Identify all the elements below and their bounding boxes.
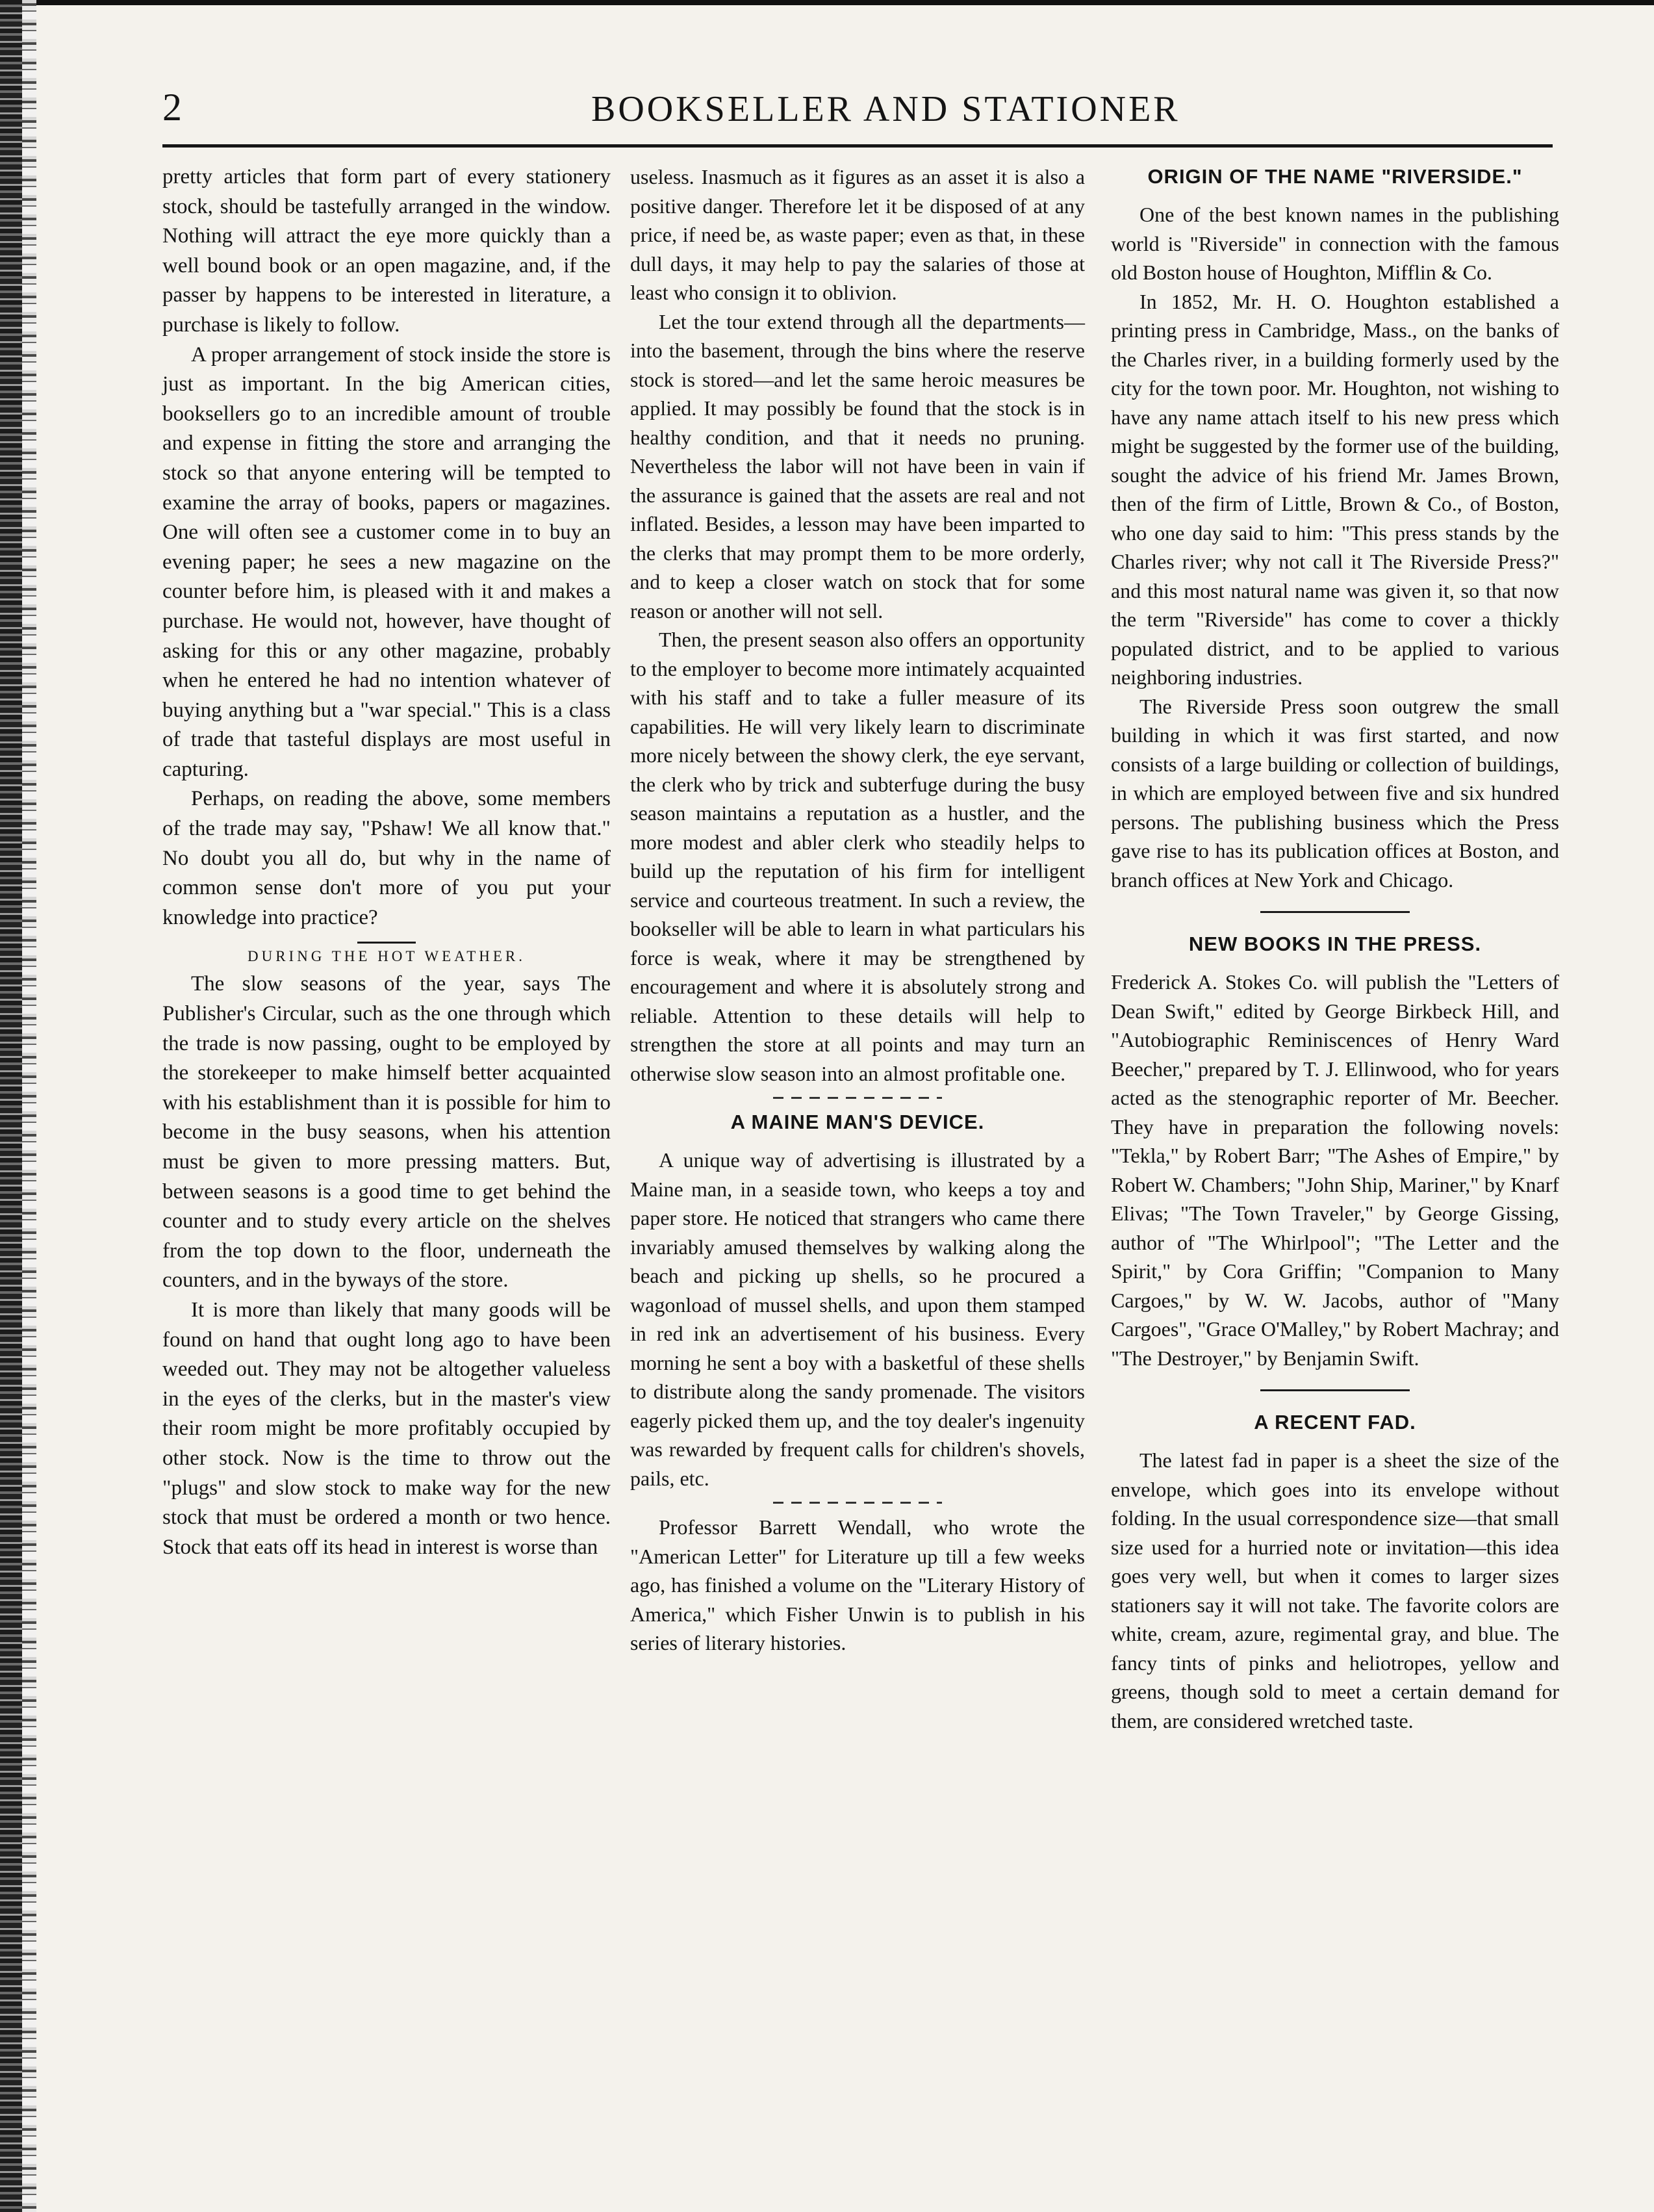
paragraph: useless. Inasmuch as it figures as an asset it is also a positive danger. Therefore let it be disposed of at any price, if need be, as waste paper; even as that, in these dull days, it may help to pay the salaries of those at least who consign it to oblivion. — [630, 165, 1085, 304]
page-number: 2 — [162, 86, 182, 129]
column-2 — [630, 162, 1085, 1658]
paragraph: Then, the present season also offers an opportunity to the employer to become more intimately acquainted with his staff and to take a fuller measure of its capabilities. He will very likely learn to discriminate more nicely between the showy clerk, the eye servant, the clerk who by trick and subterfuge during the busy season maintains a reputation as a hustler, and the more modest and abler clerk who steadily helps to build up the reputation of his firm for intelligent service and courteous treatment. In such a review, the bookseller will be able to learn in what particulars his force is weak, where it may be strengthened by encouragement and where it is absolutely strong and reliable. Attention to these details will help to strengthen the store at all points and may turn an otherwise slow season into an almost profitable one. — [630, 628, 1085, 1085]
section-heading: ORIGIN OF THE NAME "RIVERSIDE." — [1147, 165, 1523, 188]
paragraph: Frederick A. Stokes Co. will publish the "Letters of Dean Swift," edited by George Birkbeck Hill, and "Autobiographic Reminiscences of Henry Ward Beecher," prepared by T. J. Ellinwood, who for years acted as the stenographic reporter of Mr. Beecher. They have in preparation the following novels: "Tekla," by Robert Barr; "The Ashes of Empire," by Robert W. Chambers; "John Ship, Mariner," by Knarf Elivas; "The Town Traveler," by George Gissing, author of "The Whirlpool"; "The Letter and the Spirit," by Cora Griffin; "Companion to Many Cargoes," by W. W. Jacobs, author of "Many Cargoes", "Grace O'Malley," by Robert Machray; and "The Destroyer," by Benjamin Swift. — [1111, 970, 1559, 1370]
section-heading: NEW BOOKS IN THE PRESS. — [1188, 932, 1482, 955]
paragraph: Perhaps, on reading the above, some members of the trade may say, "Pshaw! We all know that." No doubt you all do, but why in the name of common sense don't more of you put your knowledge into practice? — [162, 787, 611, 929]
paragraph: The Riverside Press soon outgrew the small building in which it was first started, and now consists of a large building or collection of buildings, in which are employed between five and six hundred persons. The publishing business which the Press gave rise to has its publication offices at Boston, and branch offices at New York and Chicago. — [1111, 694, 1559, 892]
paragraph: The slow seasons of the year, says The Publisher's Circular, such as the one through which the trade is now passing, ought to be employed by the storekeeper to make himself better acquainted with his establishment than it is possible for him to become in the busy seasons, when his attention must be given to more pressing matters. But, between seasons is a good time to get behind the counter and to study every article on the shelves from the top down to the floor, underneath the counters, and in the byways of the store. — [162, 972, 611, 1292]
header-rule — [162, 144, 1553, 148]
column-3 — [1111, 162, 1559, 1735]
column-1 — [162, 162, 611, 1562]
paragraph: pretty articles that form part of every stationery stock, should be tastefully arranged in the window. Nothing will attract the eye more quickly than a well bound book or an open magazine, and, if the passer by happens to be interested in literature, a purchase is likely to follow. — [162, 165, 611, 337]
running-head: BOOKSELLER AND STATIONER — [591, 89, 1180, 129]
paragraph: It is more than likely that many goods will be found on hand that ought long ago to have been weeded out. They may not be altogether valueless in the eyes of the clerks, but in the master's view their room might be more profitably occupied by other stock. Now is the time to throw out the "plugs" and slow stock to make way for the new stock that must be ordered a month or two hence. Stock that eats off its head in interest is worse than — [162, 1298, 611, 1559]
top-border — [36, 0, 1654, 5]
paragraph: One of the best known names in the publishing world is "Riverside" in connection with the famous old Boston house of Houghton, Mifflin & Co. — [1111, 203, 1559, 284]
section-heading: A RECENT FAD. — [1254, 1411, 1416, 1434]
paragraph: Let the tour extend through all the departments—into the basement, through the bins where the reserve stock is stored—and let the same heroic measures be applied. It may possibly be found that the stock is in healthy condition, and that it needs no pruning. Nevertheless the labor will not have been in vain if the assurance is gained that the assets are real and not inflated. Besides, a lesson may have been imparted to the clerks that may prompt them to be more orderly, and to keep a closer watch on stock that for some reason or another will not sell. — [630, 309, 1085, 623]
section-heading: A MAINE MAN'S DEVICE. — [730, 1111, 985, 1133]
subheading: DURING THE HOT WEATHER. — [247, 948, 526, 965]
paragraph: A proper arrangement of stock inside the store is just as important. In the big American cities, booksellers go to an incredible amount of trouble and expense in fitting the store and arranging the stock so that anyone entering will be tempted to examine the array of books, papers or magazines. One will often see a customer come in to buy an evening paper; he sees a new magazine on the counter before him, is pleased with it and makes a purchase. He would not, however, have thought of asking for this or any other magazine, probably when he entered he had no intention whatever of buying anything but a "war special." This is a class of trade that tasteful displays are most useful in capturing. — [162, 342, 611, 781]
binding-shadow — [22, 0, 36, 2212]
paragraph: In 1852, Mr. H. O. Houghton established a printing press in Cambridge, Mass., on the banks of the Charles river, in a building formerly used by the city for the town poor. Mr. Houghton, not wishing to have any name attach itself to his new press which might be suggested by the former use of the building, sought the advice of his friend Mr. James Brown, then of the firm of Little, Brown & Co., of Boston, who one day said to him: "This press stands by the Charles river; why not call it The Riverside Press?" and this most natural name was given it, so that now the term "Riverside" has come to cover a thickly populated district, and to be applied to various neighboring industries. — [1111, 289, 1559, 689]
binding-edge — [0, 0, 22, 2212]
paragraph: Professor Barrett Wendall, who wrote the "American Letter" for Literature up till a few weeks ago, has finished a volume on the "Literary History of America," which Fisher Unwin is to publish in his series of literary histories. — [630, 1515, 1085, 1654]
paragraph: A unique way of advertising is illustrated by a Maine man, in a seaside town, who keeps a toy and paper store. He noticed that strangers who came there invariably amused themselves by walking along the beach and picking up shells, so he procured a wagonload of mussel shells, and upon them stamped in red ink an advertisement of his business. Every morning he sent a boy with a basketful of these shells to distribute along the sandy promenade. The visitors eagerly picked them up, and the toy dealer's ingenuity was rewarded by frequent calls for children's shovels, pails, etc. — [630, 1148, 1085, 1490]
paragraph: The latest fad in paper is a sheet the size of the envelope, which goes into its envelope without folding. In the usual correspondence size—that small size used for a hurried note or invitation—this idea goes very well, but when it comes to larger sizes stationers say it will not take. The favorite colors are white, cream, azure, regimental gray, and blue. The fancy tints of pinks and heliotropes, yellow and greens, though sold to meet a certain demand for them, are considered wretched taste. — [1111, 1448, 1559, 1732]
